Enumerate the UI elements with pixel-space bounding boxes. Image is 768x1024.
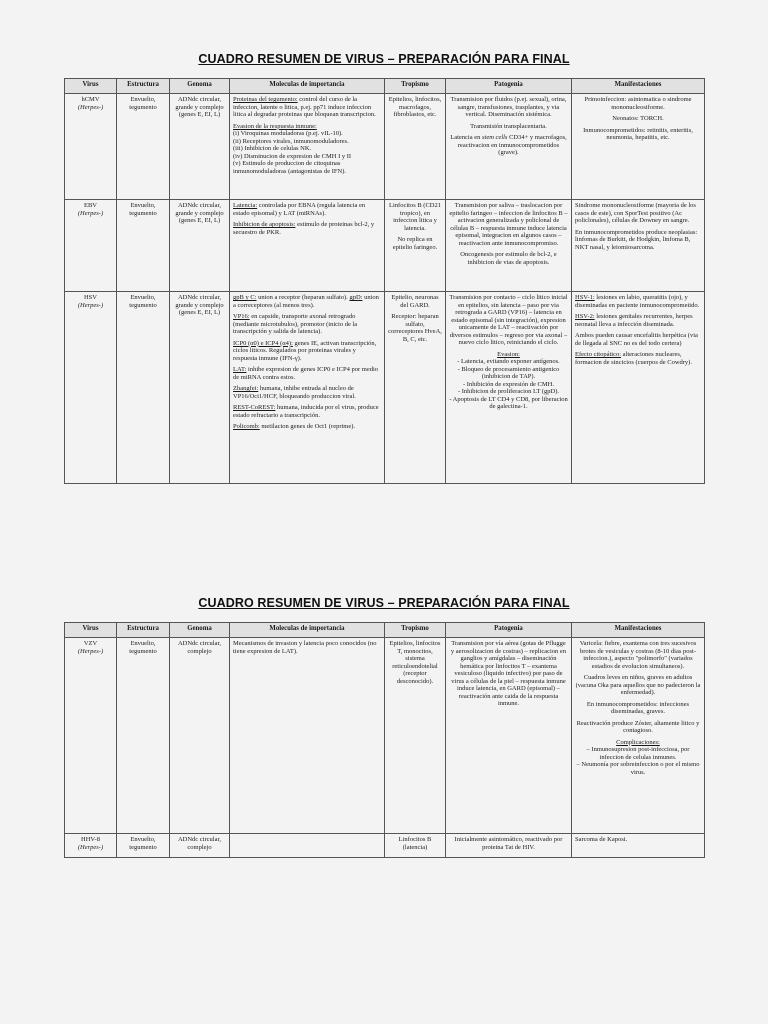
mol-label: gpD: <box>349 294 363 301</box>
table-row <box>65 94 705 200</box>
mol-text: control del curso de la infeccion, latente o litica, p.ej. pp71 induce infeccion litica al degradar proteinas que bloquean transcripcion. <box>233 96 376 119</box>
mani-label: Efecto citopático: <box>575 351 622 359</box>
cell-estructura: Envuelto, tegumento <box>117 292 170 484</box>
mani-text: lesiones en labio, queratitis (ojo), y diseminadas en paciente inmunocomprometido. <box>575 294 700 309</box>
cell-tropismo: Epitelios, linfocitos T, monocitos, sistema reticuloendotelial (receptor desconocido). <box>385 638 446 834</box>
mani-text: Sindrome mononucleosiforme (mayoria de los casos de este), con SporTest positivo (Ac policlonales), células de Downey en sangre. <box>575 202 696 225</box>
mol-list-item: (iv) Disminucion de expresion de CMH I y II <box>233 152 352 160</box>
table-row <box>65 834 705 858</box>
col-header-manifestaciones: Manifestaciones <box>572 79 705 94</box>
tropismo-text: Receptor: heparan sulfato, correceptores HveA, B, C, etc. <box>388 313 442 343</box>
mol-text: inhibe expresion de genes ICP0 e ICP4 por medio de miRNA contra estos. <box>233 366 379 381</box>
mol-label: ICP0 (α0) e ICP4 (α4): <box>233 339 293 347</box>
cell-patogenia: Inicialmente asintomático, reactivado por proteina Tat de HIV. <box>446 834 572 858</box>
mol-text: union a correceptores (al menos tres). <box>233 294 379 309</box>
mani-label: HSV-1: <box>575 294 595 301</box>
virus-family: (Herpes-) <box>77 301 104 309</box>
mol-label: LAT: <box>233 366 247 374</box>
virus-table-1 <box>64 78 705 484</box>
cell-patogenia <box>446 200 572 292</box>
mani-text: En inmunocomprometidos produce neoplasias: linfomas de Burkitt, de Hodgkin, linfoma B, NKT nasal, y leiomiosarcoma. <box>575 228 698 251</box>
col-header-virus: Virus <box>65 79 117 94</box>
mol-label: VP16: <box>233 313 250 321</box>
pato-text: Transmision por contacto – ciclo litico inicial en epitelios, sin latencia – paso por via retrograda a GARD (VP16) – latencia en estado episomal (sin integración), expresion unicamente de LAT – reactivación por diversos estimulos – regreso por via axonal – nuevo ciclo litico, reiniciando el ciclo. <box>449 294 568 347</box>
cell-manifestaciones: Sarcoma de Kaposi. <box>572 834 705 858</box>
mol-text: en capside, transporte axonal retrogrado (mediante microtubulos), promotor (inicio de la transcripción y salida de latencia). <box>233 313 358 336</box>
mol-label: Latencia: <box>233 202 258 209</box>
cell-manifestaciones <box>572 94 705 200</box>
cell-genoma: ADNdc circular, complejo <box>170 638 230 834</box>
cell-patogenia <box>446 292 572 484</box>
mani-text: Reactivación produce Zóster, altamente litico y contagioso. <box>576 719 700 735</box>
col-header-tropismo: Tropismo <box>385 79 446 94</box>
col-header-moleculas: Moleculas de importancia <box>230 623 385 638</box>
mol-label: Zhangfei: <box>233 385 259 393</box>
cell-moleculas <box>230 200 385 292</box>
mol-text: estimulo de proteinas bcl-2, y secuestro de PKR. <box>233 221 375 236</box>
cell-virus <box>65 638 117 834</box>
col-header-estructura: Estructura <box>117 79 170 94</box>
pato-list-item: - Inhibicion de proliferacion LT (gpD). <box>457 388 560 396</box>
cell-virus <box>65 292 117 484</box>
col-header-patogenia: Patogenia <box>446 623 572 638</box>
mani-text: lesiones genitales recurrentes, herpes neonatal lleva a infección diseminada. <box>575 313 693 328</box>
virus-name: VZV <box>83 640 98 647</box>
mani-label: HSV-2: <box>575 313 595 321</box>
cell-genoma: ADNdc circular, grande y complejo (genes E, EI, L) <box>170 200 230 292</box>
virus-family: (Herpes-) <box>77 103 104 111</box>
pato-label: Evasion: <box>497 350 520 358</box>
pato-text: Latencia en <box>450 134 483 142</box>
cell-estructura: Envuelto, tegumento <box>117 834 170 858</box>
mol-text: controlada por EBNA (regula latencia en estado episomal) y LAT (miRNAs). <box>233 202 366 217</box>
tropismo-text: Linfocitos B (CD21 tropico), en infeccion litica y latencia. <box>389 202 441 232</box>
virus-family: (Herpes-) <box>77 647 104 655</box>
cell-virus <box>65 200 117 292</box>
pato-list-item: - Apoptosis de LT CD4 y CD8, por liberacion de galectina-1. <box>449 395 568 411</box>
table-row <box>65 200 705 292</box>
mol-list-item: (ii) Receptores virales, inmunomoduladores. <box>233 137 349 145</box>
col-header-tropismo: Tropismo <box>385 623 446 638</box>
col-header-moleculas: Moleculas de importancia <box>230 79 385 94</box>
col-header-genoma: Genoma <box>170 79 230 94</box>
mol-label: REST-CoREST: <box>233 404 276 412</box>
cell-tropismo: Linfocitos B (latencia) <box>385 834 446 858</box>
virus-name: HHV-8 <box>81 836 100 843</box>
cell-manifestaciones <box>572 200 705 292</box>
mol-text: metilacion genes de Oct1 (reprime). <box>259 423 356 431</box>
col-header-manifestaciones: Manifestaciones <box>572 623 705 638</box>
cell-estructura: Envuelto, tegumento <box>117 638 170 834</box>
cell-moleculas: Mecanismos de invasion y latencia poco conocidos (no tiene expresion de LAT). <box>230 638 385 834</box>
cell-genoma: ADNdc circular, complejo <box>170 834 230 858</box>
pato-list-item: - Latencia, evitando exponer antígenos. <box>457 358 560 366</box>
cell-estructura: Envuelto, tegumento <box>117 94 170 200</box>
mol-label: Inhibicion de apoptosis: <box>233 221 296 229</box>
cell-manifestaciones <box>572 292 705 484</box>
mol-label: Evasion de la respuesta inmune: <box>233 122 317 130</box>
pato-text: Transmision por saliva – traslocacion por epitelio faringeo – infeccion de linfocitos B – activacion generalizada y policlonal de células B – respuesta inmune induce latencia episomal, integracion en algunos casos – reactivacion ante inmunocompromiso. <box>449 202 568 247</box>
cell-tropismo <box>385 200 446 292</box>
table-row <box>65 292 705 484</box>
cell-moleculas <box>230 94 385 200</box>
page-title-2: CUADRO RESUMEN DE VIRUS – PREPARACIÓN PARA FINAL <box>198 596 570 610</box>
table-row <box>65 638 705 834</box>
mani-list-item: – Neumonía por sobreinfeccion o por el mismo virus. <box>576 761 700 776</box>
cell-estructura: Envuelto, tegumento <box>117 200 170 292</box>
mol-text: union a receptor (heparan sulfato). <box>256 294 350 301</box>
mol-label: Policomb: <box>233 423 260 431</box>
virus-family: (Herpes-) <box>77 843 104 851</box>
cell-moleculas <box>230 292 385 484</box>
cell-patogenia: Transmision por vía aérea (gotas de Pflugge y aerosolizacion de costras) – replicacion en ganglios y amígdalas – diseminación hemática por linfocitos T – exantema vesiculoso (liquido infectivo) por paso de virus a células de la piel – respuesta inmune induce latencia, en GARD (episomal) – reactivación ante caida de la respuesta inmune. <box>446 638 572 834</box>
mani-label: Complicaciones: <box>616 738 660 746</box>
pato-text: Transmisión transplacentaria. <box>470 122 547 130</box>
virus-table-2 <box>64 622 705 858</box>
virus-name: hCMV <box>81 96 100 103</box>
mol-text: genes IE, activan transcripción, ciclos liticos. Regulados por proteinas virales y respuesta inmune (IFN-γ). <box>233 339 377 362</box>
col-header-patogenia: Patogenia <box>446 79 572 94</box>
cell-moleculas <box>230 834 385 858</box>
cell-manifestaciones <box>572 638 705 834</box>
mol-label: Proteinas del tegumento: <box>233 96 298 103</box>
mol-list-item: (iii) Inhibicion de celulas NK. <box>233 145 312 153</box>
mani-list-item: – Inmunosupresion post-infecciosa, por infeccion de celulas inmunes. <box>586 746 690 761</box>
col-header-genoma: Genoma <box>170 623 230 638</box>
table-header-row <box>65 79 705 94</box>
table-header-row <box>65 623 705 638</box>
mol-text: humana, inducida por el virus, produce estado refractario a transcripción. <box>233 404 379 419</box>
col-header-estructura: Estructura <box>117 623 170 638</box>
cell-virus <box>65 94 117 200</box>
mani-text: Inmunocomprometidos: retinitis, enteritis, neumonia, hepatitis, etc. <box>583 126 693 142</box>
virus-family: (Herpes-) <box>77 209 104 217</box>
page-title-1: CUADRO RESUMEN DE VIRUS – PREPARACIÓN PARA FINAL <box>198 52 570 66</box>
mani-text: Ambos pueden causar encefalitis herpética (via de llegada al SNC no es del todo certera) <box>575 332 698 347</box>
mani-text: Primoinfeccion: asintomatica o sindrome mononucleosiforme. <box>584 96 692 111</box>
pato-list-item: - Inhibición de expresión de CMH. <box>463 380 554 388</box>
mani-text: Varicela: fiebre, exantema con tres sucesivos brotes de vesiculas y costras (8-10 dias post-infeccion.), aspecto "polimorfo" (variados estadios de evolucion simultaneos). <box>579 640 697 670</box>
pato-text: CD34+ y macrofagos, reactivacion en inmunocomprometidos (grave). <box>457 134 567 157</box>
tropismo-text: Epitelio, neuronas del GARD. <box>391 294 439 309</box>
mani-text: Neonatos: TORCH. <box>612 115 664 123</box>
pato-text-italic: stem cells <box>482 134 508 142</box>
pato-text: Oncogenesis por estimulo de bcl-2, e inhibicion de vias de apoptosis. <box>460 251 557 266</box>
pato-list-item: - Bloqueo de procesamiento antigenico (inhibicion de TAP). <box>457 365 560 381</box>
mol-list-item: (v) Estimulo de produccion de citoquinas inmunomoduladoras (antagonistas de IFN). <box>233 160 347 175</box>
mol-list-item: (i) Viroquinas moduladoras (p.ej. vIL-10). <box>233 130 343 138</box>
cell-tropismo: Epitelios, linfocitos, macrofagos, fibroblastos, etc. <box>385 94 446 200</box>
cell-patogenia <box>446 94 572 200</box>
tropismo-text: No replica en epitelio faringeo. <box>392 236 438 251</box>
pato-text: Transmision por fluidos (p.ej. sexual), orina, sangre, transfusiones, trasplantes, y via vertical. Diseminación sistémica. <box>450 96 567 119</box>
mani-text: En inmunocomprometidos: infecciones diseminadas, graves. <box>586 700 690 716</box>
cell-genoma: ADNdc circular, grande y complejo (genes E, EI, L) <box>170 292 230 484</box>
mani-text: Cuadros leves en niños, graves en adultos (vacuna Oka para aquellos que no padecieron la enfermedad). <box>575 674 701 697</box>
cell-genoma: ADNdc circular, grande y complejo (genes E, EI, L) <box>170 94 230 200</box>
mol-label: gpB y C: <box>233 294 257 301</box>
mol-text: humana, inhibe entrada al nucleo de VP16/Oct1/HCF, bloqueando produccion viral. <box>233 385 356 400</box>
cell-tropismo <box>385 292 446 484</box>
virus-name: HSV <box>83 294 97 301</box>
col-header-virus: Virus <box>65 623 117 638</box>
mani-text: alteraciones nucleares, formacion de sincicios (cuerpos de Cowdry). <box>575 351 692 366</box>
virus-name: EBV <box>84 202 97 209</box>
cell-virus <box>65 834 117 858</box>
